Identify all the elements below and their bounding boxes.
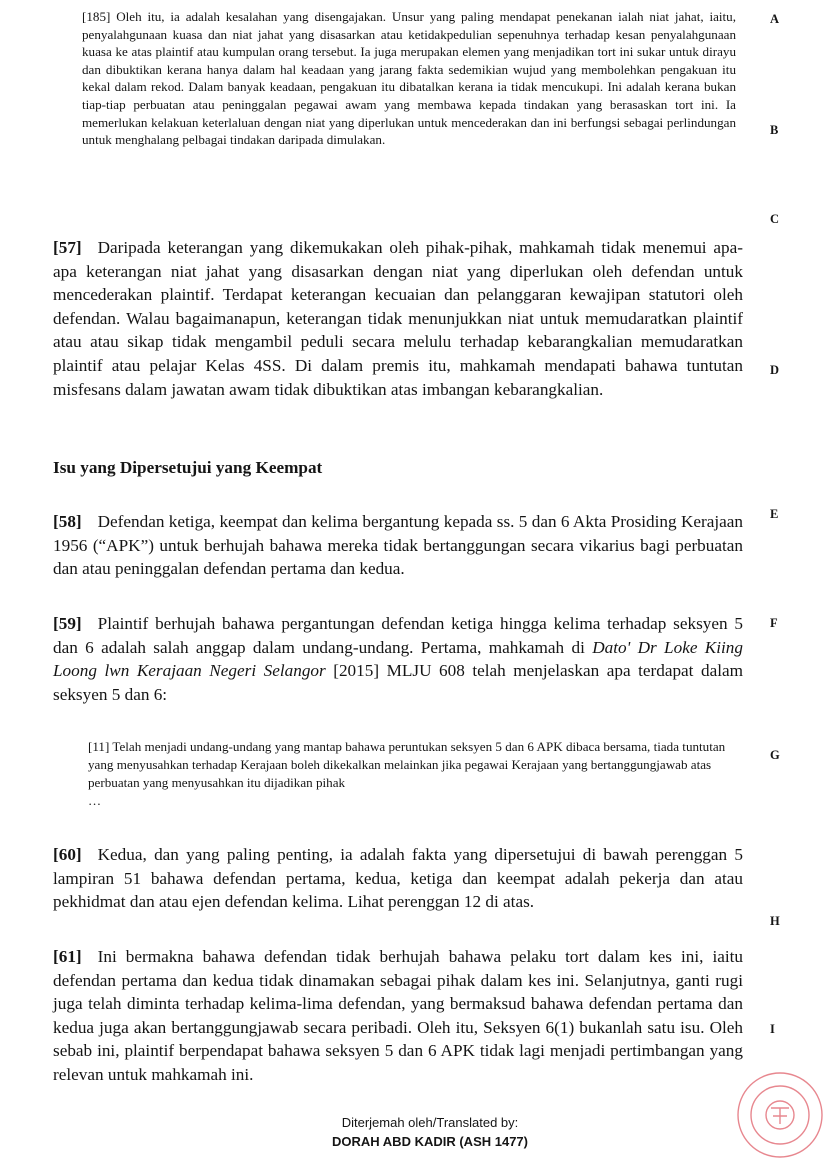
margin-letter-d: D xyxy=(770,363,780,377)
paragraph-number: [61] xyxy=(53,947,82,966)
quote-ellipsis: … xyxy=(88,793,102,808)
margin-letter-f: F xyxy=(770,616,778,630)
translator-name: DORAH ABD KADIR (ASH 1477) xyxy=(332,1134,528,1149)
paragraph-text: Defendan ketiga, keempat dan kelima bergantung kepada ss. 5 dan 6 Akta Prosiding Kerajaan 1956 (“APK”) untuk berhujah bahawa mereka tidak bertanggungan secara vikarius bagi perbuatan dan atau peninggalan defendan pertama dan kedua. xyxy=(53,512,743,579)
paragraph-text: Daripada keterangan yang dikemukakan oleh pihak-pihak, mahkamah tidak menemui apa-apa keterangan niat jahat yang disasarkan dengan niat yang diperlukan oleh defendan untuk mencederakan plaintif. Terdapat keterangan kecuaian dan pelanggaran kewajipan statutori oleh defendan. Walau bagaimanapun, keterangan tidak menunjukkan niat untuk memudaratkan plaintif atau atau sikap tidak mengambil peduli secara melulu terhadap kebarangkalian memudaratkan plaintif atau pelajar Kelas 4SS. Di dalam premis itu, mahkamah mendapati bahawa tuntutan misfesans dalam jawatan awam tidak dibuktikan atas imbangan kebarangkalian. xyxy=(53,238,743,399)
paragraph-number: [59] xyxy=(53,614,82,633)
margin-letter-a: A xyxy=(770,12,780,26)
paragraph-58 xyxy=(53,510,743,581)
section-heading: Isu yang Dipersetujui yang Keempat xyxy=(53,458,323,477)
paragraph-text: Plaintif berhujah bahawa pergantungan defendan ketiga hingga kelima terhadap seksyen 5 dan 6 adalah salah anggap dalam undang-undang. Pertama, mahkamah di xyxy=(53,614,743,657)
paragraph-number: [57] xyxy=(53,238,82,257)
margin-letter-c: C xyxy=(770,212,780,226)
paragraph-text: Ini bermakna bahawa defendan tidak berhujah bahawa pelaku tort dalam kes ini, iaitu defendan pertama dan kedua tidak dinamakan sebagai pihak dalam kes ini. Selanjutnya, ganti rugi juga telah diminta terhadap kelima-lima defendan, yang bermaksud bahawa defendan pertama dan kedua juga akan bertanggungjawab secara peribadi. Oleh itu, Seksyen 6(1) bukanlah satu isu. Oleh sebab ini, plaintif berpendapat bahawa seksyen 5 dan 6 APK tidak lagi menjadi pertimbangan yang relevan untuk mahkamah ini. xyxy=(53,947,743,1084)
paragraph-text-cont: [2015] MLJU 608 telah menjelaskan apa terdapat dalam seksyen 5 dan 6: xyxy=(53,661,743,704)
paragraph-61 xyxy=(53,945,743,1087)
paragraph-57 xyxy=(53,236,743,401)
block-quote-185: [185] Oleh itu, ia adalah kesalahan yang disengajakan. Unsur yang paling mendapat penekanan ialah niat jahat, iaitu, penyalahgunaan kuasa dan niat jahat yang disasarkan atau ketidakpedulian sepenuhnya terhadap kesan penyalahgunaan kuasa ke atas plaintif atau kumpulan orang tersebut. Ia juga merupakan elemen yang menjadikan tort ini sukar untuk dirayu dan dibuktikan kerana hanya dalam hal keadaan yang jarang fakta sedemikian wujud yang membolehkan pengakuan itu kekal dalam rekod. Dalam banyak keadaan, pengakuan itu dibatalkan kerana ia tidak mencukupi. Ini adalah kerana bukan tiap-tiap perbuatan atau peninggalan pegawai awam yang membawa kepada tindakan yang berasaskan tort ini. Ia memerlukan kelakuan keterlaluan dengan niat yang diperlukan untuk mencederakan dan ini berfungsi sebagai perlindungan untuk menghalang pelbagai tindakan daripada dimulakan. xyxy=(82,9,736,148)
paragraph-number: [60] xyxy=(53,845,82,864)
margin-letter-i: I xyxy=(770,1022,775,1036)
margin-letter-b: B xyxy=(770,123,779,137)
translator-association-stamp xyxy=(735,1070,825,1160)
quote-text: [11] Telah menjadi undang-undang yang mantap bahawa peruntukan seksyen 5 dan 6 APK dibaca bersama, tiada tuntutan yang menyusahkan terhadap Kerajaan boleh dikekalkan melainkan jika pegawai Kerajaan yang bertanggungjawab atas perbuatan yang menyusahkan itu dijadikan pihak xyxy=(88,739,726,790)
paragraph-60 xyxy=(53,843,743,914)
paragraph-59 xyxy=(53,612,743,706)
paragraph-text: Kedua, dan yang paling penting, ia adalah fakta yang dipersetujui di bawah perenggan 5 lampiran 51 bahawa defendan pertama, kedua, ketiga dan keempat adalah pekerja dan atau pekhidmat dan atau ejen defendan kelima. Lihat perenggan 12 di atas. xyxy=(53,845,743,912)
margin-letter-g: G xyxy=(770,748,780,762)
block-quote-11 xyxy=(88,738,728,810)
margin-letter-h: H xyxy=(770,914,780,928)
case-citation: Dato' Dr Loke Kiing Loong lwn Kerajaan Negeri Selangor xyxy=(53,637,743,681)
translator-credit-label: Diterjemah oleh/Translated by: xyxy=(341,1115,519,1130)
margin-letter-e: E xyxy=(770,507,779,521)
paragraph-number: [58] xyxy=(53,512,82,531)
